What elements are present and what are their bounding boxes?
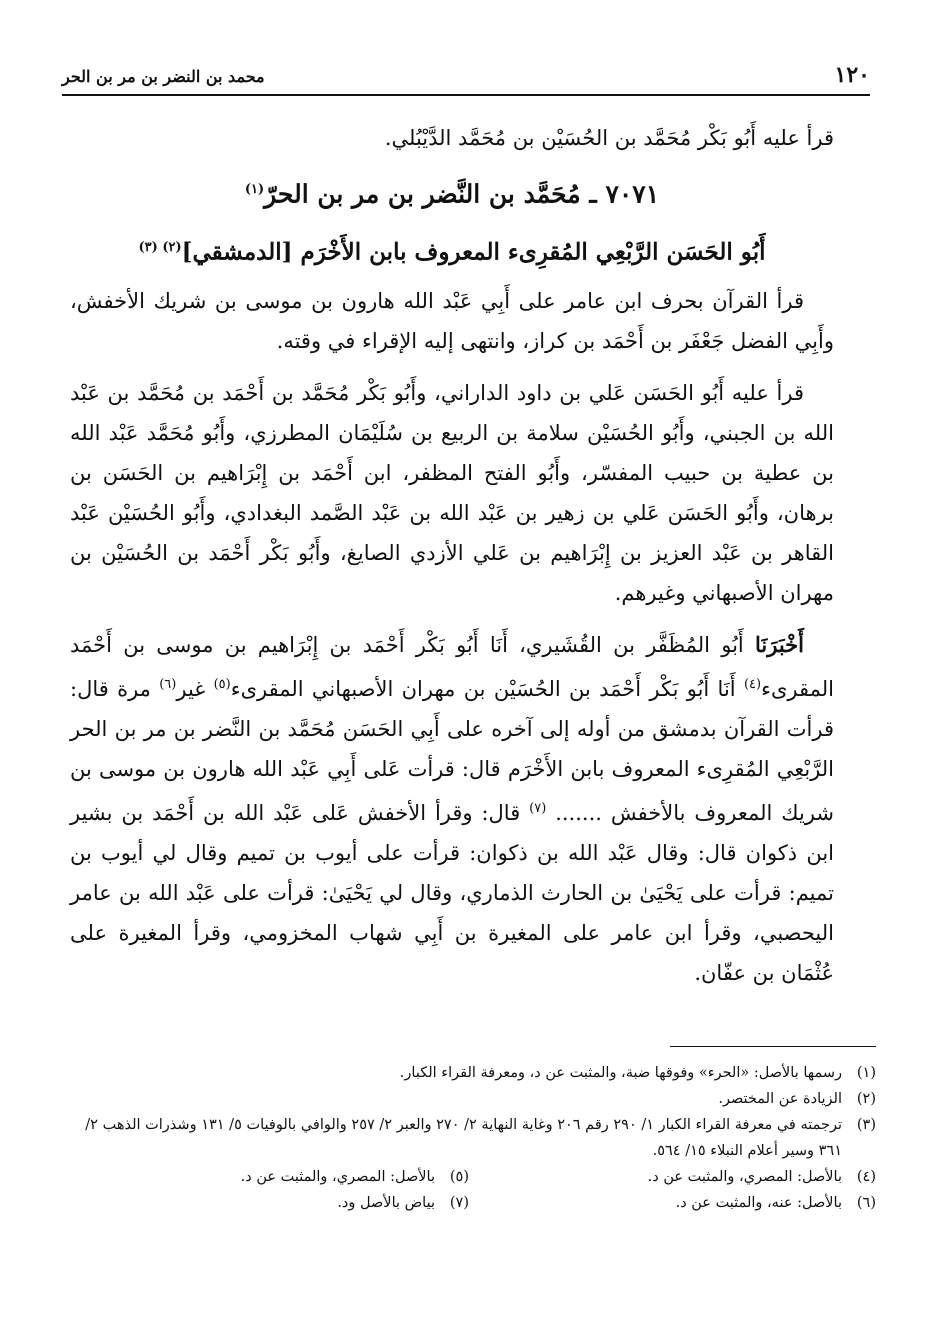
paragraph-3-part-1: أَبُو المُظَفَّر بن القُشَيري، أَنَا أَبُو بَكْر أَحْمَد بن إِبْرَاهيم بن موسى بن أَحْمَد المقرىء (70, 632, 834, 701)
paragraph-3-part-4: مرة قال: قرأت القرآن بدمشق من أوله إلى آخره على أَبِي الحَسَن مُحَمَّد بن النَّضر بن مر بن الحر الرَّبْعِي المُقرِىء المعروف بابن الأَخْرَم قال: قرأت عَلى أَبِي عَبْد الله هارون بن موسى بن شريك المعروف بالأخفش ....... (70, 676, 834, 825)
footnote-marker: (٤) (743, 676, 762, 692)
page-number: ١٢٠ (834, 62, 870, 88)
footnote-text: بالأصل: عنه، والمثبت عن د. (675, 1195, 842, 1211)
footnote-marker: (١) (244, 182, 265, 197)
footnote-text: رسمها بالأصل: «الحرء» وفوقها ضبة، والمثبت عن د، ومعرفة القراء الكبار. (399, 1065, 842, 1081)
footnote-number: (٦) (856, 1195, 876, 1211)
akhbarana-word: أَخْبَرَنَا (755, 631, 804, 657)
footnote-text: الزيادة عن المختصر. (718, 1091, 842, 1107)
entry-title-text: ٧٠٧١ ـ مُحَمَّد بن النَّضر بن مر بن الحرّ (264, 179, 660, 209)
running-head: محمد بن النضر بن مر بن الحر (62, 67, 265, 86)
footnote-text: بالأصل: المصري، والمثبت عن د. (240, 1169, 435, 1185)
footnote-text: ترجمته في معرفة القراء الكبار ١/ ٢٩٠ رقم ٢٠٦ وغاية النهاية ٢/ ٢٧٠ والعبر ٢/ ٢٥٧ والوافي بالوفيات ٥/ ١٣١ وشذرات الذهب ٢/ ٣٦١ وسير أعلام النبلاء ١٥/ ٥٦٤. (85, 1117, 842, 1159)
footnote-marker: (٥) (213, 676, 231, 692)
footnote-row-4-5 (62, 1164, 876, 1190)
footnote-4 (469, 1164, 876, 1190)
footnote-5 (62, 1164, 469, 1190)
footnote-number: (٥) (449, 1169, 469, 1185)
paragraph-3-part-3: غير (176, 676, 214, 701)
entry-subtitle (70, 228, 834, 273)
entry-title (70, 170, 834, 214)
page-header (62, 52, 870, 96)
footnote-7 (62, 1190, 469, 1216)
footnote-3 (62, 1112, 876, 1164)
footnote-number: (٤) (856, 1169, 876, 1185)
paragraph-1: قرأ القرآن بحرف ابن عامر على أَبِي عَبْد الله هارون بن موسى بن شريك الأخفش، وأَبِي الفضل جَعْفَر بن أَحْمَد بن كراز، وانتهى إليه الإقراء في وقته. (70, 288, 834, 353)
footnote-text: بالأصل: المصري، والمثبت عن د. (647, 1169, 842, 1185)
footnote-marker: (٦) (159, 676, 177, 692)
intro-line: قرأ عليه أَبُو بَكْر مُحَمَّد بن الحُسَيْن بن مُحَمَّد الدَّيْبُلي. (384, 126, 834, 150)
footnote-row-6-7 (62, 1190, 876, 1216)
footnote-6 (469, 1190, 876, 1216)
footnote-marker: (٢) (٣) (138, 240, 182, 256)
footnotes (62, 1060, 876, 1216)
footnote-marker: (٧) (529, 800, 547, 816)
footnote-divider (670, 1046, 876, 1047)
footnote-text: بياض بالأصل ود. (337, 1195, 435, 1211)
paragraph-3-part-2: أَنَا أَبُو بَكْر أَحْمَد بن الحُسَيْن بن مهران الأصبهاني المقرىء (230, 676, 744, 701)
footnote-number: (٧) (449, 1195, 469, 1211)
paragraph-3 (70, 625, 834, 993)
footnote-1 (62, 1060, 876, 1086)
footnote-number: (٢) (856, 1091, 876, 1107)
footnote-number: (١) (856, 1065, 876, 1081)
main-text (70, 118, 834, 993)
paragraph-3-part-5: قال: وقرأ الأخفش عَلى عَبْد الله بن أَحْمَد بن بشير ابن ذكوان قال: وقال عَبْد الله بن ذكوان: قرأت على أيوب بن تميم وقال لي أيوب بن تميم: قرأت على يَحْيَىٰ بن الحارث الذماري، وقال لي يَحْيَىٰ: قرأت على عَبْد الله بن عامر اليحصبي، وقرأ ابن عامر على المغيرة بن أَبِي شهاب المخزومي، وقرأ المغيرة على عُثْمَان بن عفّان. (70, 800, 835, 985)
footnote-number: (٣) (856, 1117, 876, 1133)
footnote-2 (62, 1086, 876, 1112)
paragraph-2: قرأ عليه أَبُو الحَسَن عَلي بن داود الداراني، وأَبُو بَكْر مُحَمَّد بن أَحْمَد بن مُحَمَّد بن عَبْد الله بن الجبني، وأَبُو الحُسَيْن سلامة بن الربيع بن سُلَيْمَان المطرزي، وأَبُو مُحَمَّد عَبْد الله بن عطية بن حبيب المفسّر، وأَبُو الفتح المظفر، ابن أَحْمَد بن إِبْرَاهيم بن الحَسَن بن برهان، وأَبُو الحَسَن عَلي بن زهير بن عَبْد الله بن عَبْد الصَّمد البغدادي، وأَبُو الحُسَيْن عَبْد القاهر بن عَبْد العزيز بن إِبْرَاهيم بن عَلي الأزدي الصايغ، وأَبُو بَكْر أَحْمَد بن الحُسَيْن بن مهران الأصبهاني وغيرهم. (70, 380, 834, 605)
entry-subtitle-text: أَبُو الحَسَن الرَّبْعِي المُقرِىء المعروف بابن الأَخْرَم [الدمشقي] (181, 238, 766, 266)
